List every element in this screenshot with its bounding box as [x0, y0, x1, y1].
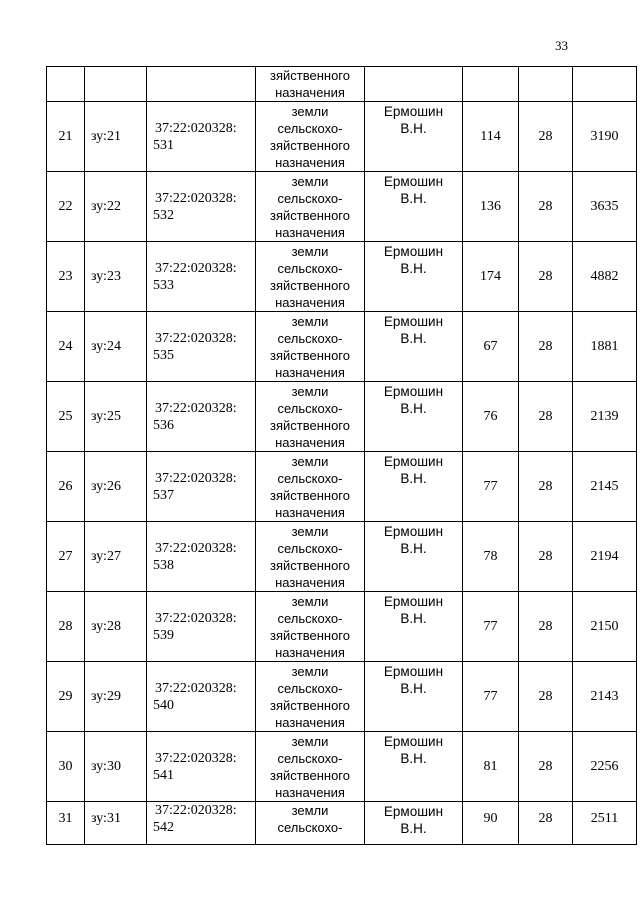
cell-category: [256, 592, 365, 662]
cell-plot-code: зу:22: [85, 172, 147, 242]
cell-value-a: 78: [463, 522, 519, 592]
category-line: зяйственного: [270, 277, 350, 293]
cell-value-a: 67: [463, 312, 519, 382]
cell-value-a: 77: [463, 662, 519, 732]
cell-value-a: 174: [463, 242, 519, 312]
category-line: назначения: [275, 224, 345, 240]
land-plots-table: [46, 66, 637, 845]
cell-plot-code: зу:27: [85, 522, 147, 592]
cadastral-line: 37:22:020328:: [155, 803, 237, 818]
category-line: сельскохо-: [277, 540, 343, 556]
owner-line: Ермошин: [383, 174, 444, 189]
cell-empty: [463, 67, 519, 102]
owner-line: Ермошин: [383, 664, 444, 679]
cell-category: [256, 102, 365, 172]
cell-row-number: 24: [47, 312, 85, 382]
cell-cadastral-number: [147, 662, 256, 732]
cell-row-number: 30: [47, 732, 85, 802]
category-line: земли: [291, 243, 329, 259]
cell-value-c: 2150: [573, 592, 637, 662]
cell-value-b: 28: [519, 102, 573, 172]
category-line: зяйственного: [270, 347, 350, 363]
cadastral-line: 37:22:020328:: [155, 750, 237, 766]
table-row: [47, 102, 637, 172]
cell-empty: [47, 67, 85, 102]
cell-owner: [365, 452, 463, 522]
cell-plot-code: зу:25: [85, 382, 147, 452]
cadastral-line: 37:22:020328:: [155, 330, 237, 346]
category-line: сельскохо-: [277, 260, 343, 276]
category-line: назначения: [275, 154, 345, 170]
cell-value-c: 2194: [573, 522, 637, 592]
cell-row-number: 25: [47, 382, 85, 452]
category-line: земли: [291, 453, 329, 469]
cell-value-c: 1881: [573, 312, 637, 382]
cell-value-b: 28: [519, 662, 573, 732]
cell-category: [256, 242, 365, 312]
cell-value-b: 28: [519, 242, 573, 312]
cell-category: [256, 802, 365, 845]
category-line: зяйственного: [270, 767, 350, 783]
owner-line: Ермошин: [383, 594, 444, 609]
cell-category: [256, 732, 365, 802]
category-line: земли: [291, 313, 329, 329]
owner-line: В.Н.: [400, 401, 427, 416]
cell-empty: [365, 67, 463, 102]
cell-owner: [365, 382, 463, 452]
cell-value-b: 28: [519, 312, 573, 382]
owner-line: Ермошин: [383, 734, 444, 749]
cell-category: [256, 172, 365, 242]
cell-owner: [365, 312, 463, 382]
category-line: сельскохо-: [277, 190, 343, 206]
owner-line: В.Н.: [400, 611, 427, 626]
table-row: [47, 312, 637, 382]
table-row: [47, 522, 637, 592]
cell-value-b: 28: [519, 802, 573, 845]
cell-value-a: 114: [463, 102, 519, 172]
category-line: земли: [291, 103, 329, 119]
cell-row-number: 27: [47, 522, 85, 592]
category-line: сельскохо-: [277, 750, 343, 766]
table-row: [47, 802, 637, 845]
cadastral-line: 542: [153, 820, 174, 835]
cell-value-a: 81: [463, 732, 519, 802]
cell-cadastral-number: [147, 242, 256, 312]
owner-line: В.Н.: [400, 471, 427, 486]
category-line: земли: [291, 173, 329, 189]
cell-owner: [365, 172, 463, 242]
cell-row-number: 23: [47, 242, 85, 312]
owner-line: Ермошин: [383, 104, 444, 119]
cell-value-b: 28: [519, 592, 573, 662]
cell-cadastral-number: [147, 172, 256, 242]
category-line: зяйственного: [270, 68, 350, 83]
cadastral-line: 37:22:020328:: [155, 400, 237, 416]
cell-category: [256, 662, 365, 732]
owner-line: В.Н.: [400, 821, 427, 836]
cell-owner: [365, 732, 463, 802]
cell-value-c: 2143: [573, 662, 637, 732]
category-line: сельскохо-: [277, 330, 343, 346]
cell-category: [256, 312, 365, 382]
owner-line: В.Н.: [400, 191, 427, 206]
table-row: [47, 662, 637, 732]
category-line: назначения: [275, 85, 345, 100]
category-line: назначения: [275, 784, 345, 800]
cell-owner: [365, 592, 463, 662]
cell-empty: [519, 67, 573, 102]
owner-line: В.Н.: [400, 331, 427, 346]
table-row: [47, 452, 637, 522]
category-line: зяйственного: [270, 487, 350, 503]
cell-value-a: 76: [463, 382, 519, 452]
table-row: [47, 382, 637, 452]
cell-cadastral-number: [147, 102, 256, 172]
cell-plot-code: зу:21: [85, 102, 147, 172]
cadastral-line: 537: [153, 487, 174, 503]
cell-category: [256, 522, 365, 592]
cadastral-line: 37:22:020328:: [155, 610, 237, 626]
cell-cadastral-number: [147, 522, 256, 592]
category-line: назначения: [275, 294, 345, 310]
owner-line: Ермошин: [383, 244, 444, 259]
category-line: назначения: [275, 574, 345, 590]
cell-value-c: 2145: [573, 452, 637, 522]
cadastral-line: 540: [153, 697, 174, 713]
cell-row-number: 22: [47, 172, 85, 242]
category-line: земли: [291, 523, 329, 539]
cadastral-line: 531: [153, 137, 174, 153]
category-line: назначения: [275, 434, 345, 450]
cadastral-line: 535: [153, 347, 174, 363]
cadastral-line: 37:22:020328:: [155, 260, 237, 276]
cell-owner: [365, 102, 463, 172]
cell-value-a: 77: [463, 592, 519, 662]
cell-plot-code: зу:26: [85, 452, 147, 522]
owner-line: В.Н.: [400, 751, 427, 766]
category-line: сельскохо-: [277, 120, 343, 136]
cadastral-line: 37:22:020328:: [155, 190, 237, 206]
cell-cadastral-number: [147, 382, 256, 452]
category-line: земли: [291, 593, 329, 609]
cell-value-c: 4882: [573, 242, 637, 312]
cell-row-number: 28: [47, 592, 85, 662]
cell-value-b: 28: [519, 452, 573, 522]
cadastral-line: 37:22:020328:: [155, 540, 237, 556]
category-line: зяйственного: [270, 207, 350, 223]
owner-line: В.Н.: [400, 121, 427, 136]
owner-line: Ермошин: [383, 454, 444, 469]
category-line: зяйственного: [270, 627, 350, 643]
table-row: [47, 732, 637, 802]
cadastral-line: 37:22:020328:: [155, 470, 237, 486]
cell-owner: [365, 522, 463, 592]
cell-category: [256, 382, 365, 452]
cell-value-c: 2511: [573, 802, 637, 845]
cell-value-b: 28: [519, 382, 573, 452]
cell-plot-code: зу:24: [85, 312, 147, 382]
cell-plot-code: зу:30: [85, 732, 147, 802]
cadastral-line: 37:22:020328:: [155, 120, 237, 136]
page-number: 33: [555, 38, 568, 53]
category-line: назначения: [275, 504, 345, 520]
owner-line: Ермошин: [383, 524, 444, 539]
owner-line: В.Н.: [400, 541, 427, 556]
owner-line: Ермошин: [383, 314, 444, 329]
cell-value-a: 77: [463, 452, 519, 522]
cell-empty: [573, 67, 637, 102]
cell-plot-code: зу:23: [85, 242, 147, 312]
cadastral-line: 37:22:020328:: [155, 680, 237, 696]
owner-line: В.Н.: [400, 261, 427, 276]
category-line: земли: [291, 383, 329, 399]
cell-cadastral-number: [147, 312, 256, 382]
category-line: зяйственного: [270, 417, 350, 433]
cell-value-c: 3190: [573, 102, 637, 172]
cell-value-c: 3635: [573, 172, 637, 242]
category-line: зяйственного: [270, 137, 350, 153]
cell-plot-code: зу:31: [85, 802, 147, 845]
table-row: [47, 592, 637, 662]
cell-cadastral-number: [147, 452, 256, 522]
cell-owner: [365, 662, 463, 732]
cell-value-c: 2139: [573, 382, 637, 452]
cadastral-line: 541: [153, 767, 174, 783]
cell-row-number: 31: [47, 802, 85, 845]
cell-empty: [147, 67, 256, 102]
cell-value-b: 28: [519, 732, 573, 802]
cell-value-b: 28: [519, 522, 573, 592]
cell-value-c: 2256: [573, 732, 637, 802]
cell-category: [256, 67, 365, 102]
cell-cadastral-number: [147, 802, 256, 845]
category-line: сельскохо-: [277, 680, 343, 696]
continuation-row: [47, 67, 637, 102]
cell-value-b: 28: [519, 172, 573, 242]
category-line: сельскохо-: [277, 400, 343, 416]
cadastral-line: 533: [153, 277, 174, 293]
cell-value-a: 90: [463, 802, 519, 845]
category-line: земли: [291, 733, 329, 749]
cell-owner: [365, 242, 463, 312]
owner-line: Ермошин: [383, 384, 444, 399]
cadastral-line: 539: [153, 627, 174, 643]
category-line: сельскохо-: [277, 610, 343, 626]
cell-empty: [85, 67, 147, 102]
cell-row-number: 29: [47, 662, 85, 732]
category-line: сельскохо-: [277, 470, 343, 486]
cell-plot-code: зу:29: [85, 662, 147, 732]
table-row: [47, 172, 637, 242]
table-row: [47, 242, 637, 312]
owner-line: Ермошин: [383, 804, 444, 819]
category-line: земли: [291, 803, 329, 818]
cell-row-number: 26: [47, 452, 85, 522]
cadastral-line: 532: [153, 207, 174, 223]
cell-plot-code: зу:28: [85, 592, 147, 662]
category-line: сельскохо-: [277, 820, 343, 835]
category-line: назначения: [275, 714, 345, 730]
cell-category: [256, 452, 365, 522]
cell-row-number: 21: [47, 102, 85, 172]
cadastral-line: 536: [153, 417, 174, 433]
cell-value-a: 136: [463, 172, 519, 242]
owner-line: В.Н.: [400, 681, 427, 696]
category-line: земли: [291, 663, 329, 679]
category-line: зяйственного: [270, 557, 350, 573]
cell-owner: [365, 802, 463, 845]
category-line: назначения: [275, 644, 345, 660]
cadastral-line: 538: [153, 557, 174, 573]
cell-cadastral-number: [147, 732, 256, 802]
category-line: зяйственного: [270, 697, 350, 713]
cell-cadastral-number: [147, 592, 256, 662]
category-line: назначения: [275, 364, 345, 380]
